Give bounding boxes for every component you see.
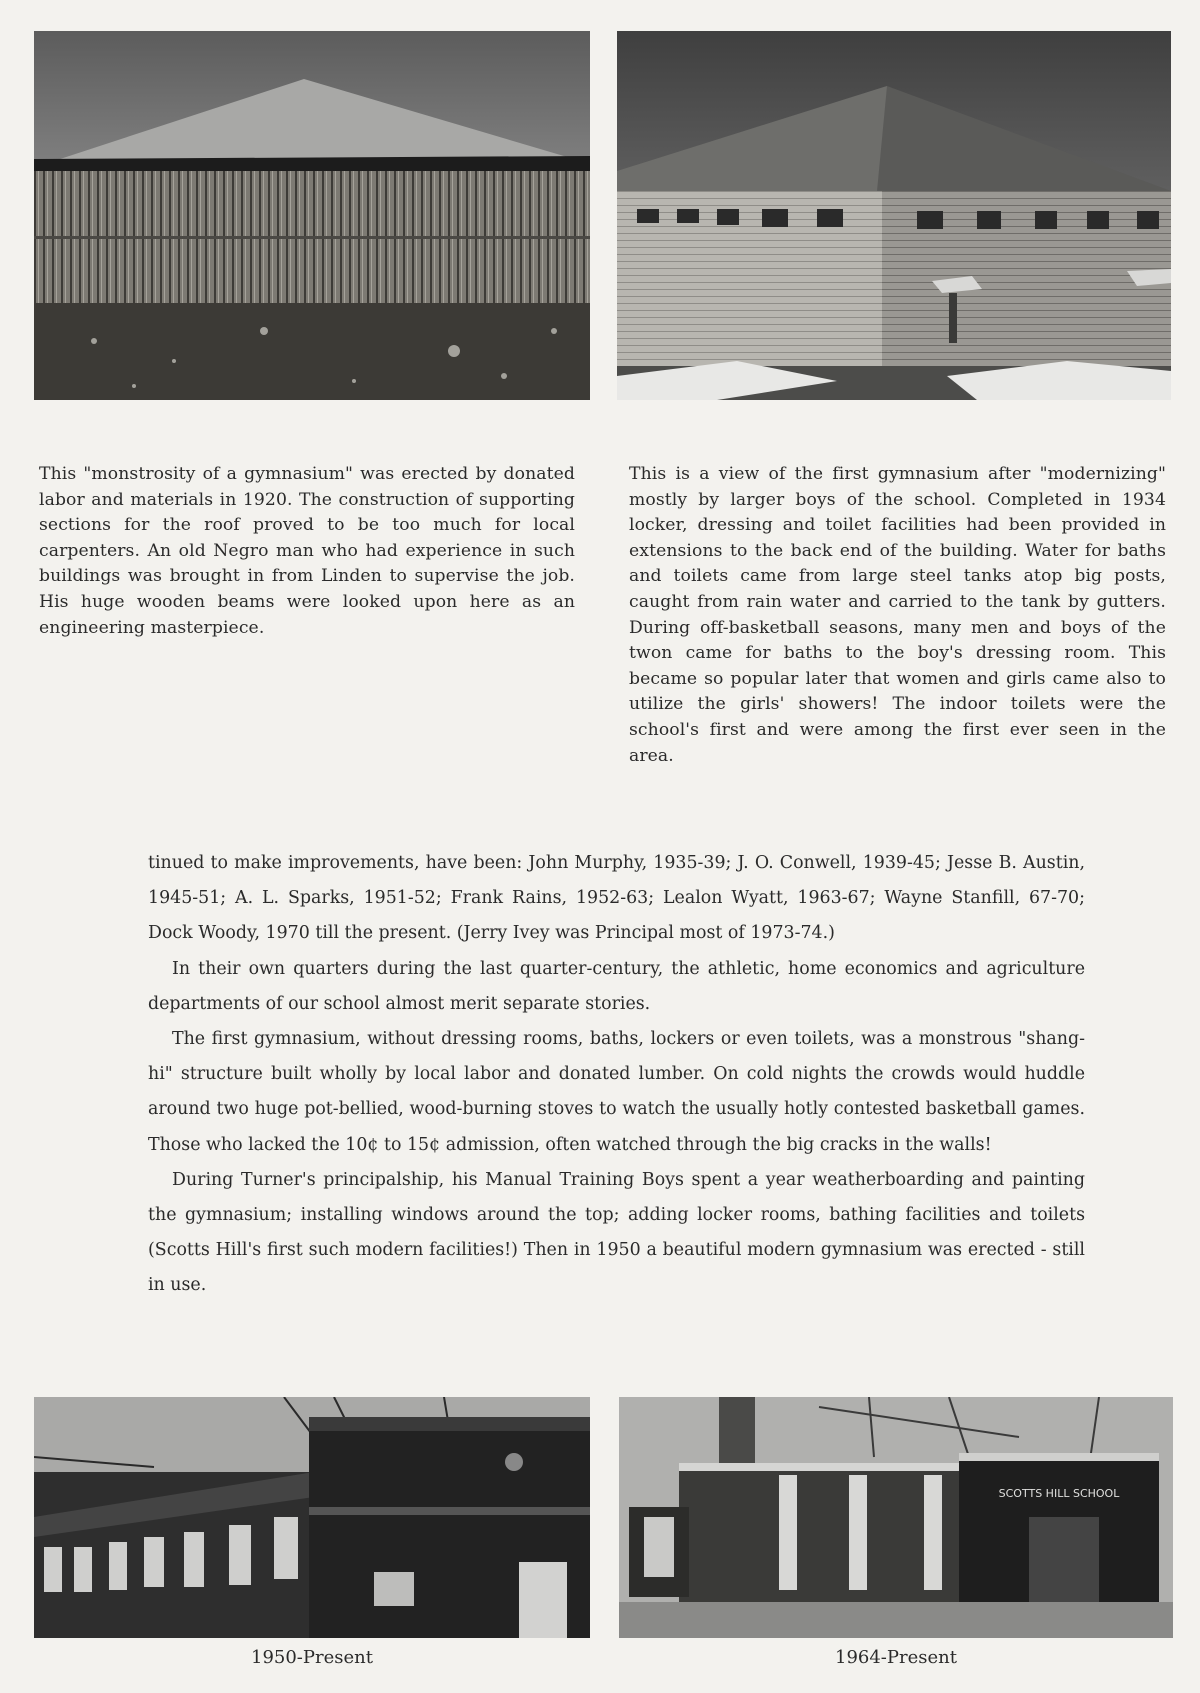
label-school-1964: 1964-Present: [835, 1647, 957, 1668]
photo-school-1964: [619, 1397, 1173, 1638]
paragraph-turner-principalship: During Turner's principalship, his Manual Training Boys spent a year weatherboarding and painting the gymnasium; installing windows around the top; adding locker rooms, bathing facilities and toilets (Scotts Hill's first such modern facilities!) Then in 1950 a beautiful modern gymnasium was erected - still in use.: [148, 1169, 1085, 1296]
school-sign-text: SCOTTS HILL SCHOOL: [998, 1487, 1120, 1500]
paragraph-departments: In their own quarters during the last quarter-century, the athletic, home economics and agriculture departments of our school almost merit separate stories.: [148, 958, 1085, 1014]
paragraph-first-gymnasium: The first gymnasium, without dressing rooms, baths, lockers or even toilets, was a monstrous "shang-hi" structure built wholly by local labor and donated lumber. On cold nights the crowds would huddle around two huge pot-bellied, wood-burning stoves to watch the usually hotly contested basketball games. Those who lacked the 10¢ to 15¢ admission, often watched through the big cracks in the walls!: [148, 1029, 1085, 1155]
caption-modernized-gymnasium: This is a view of the first gymnasium after "modernizing" mostly by larger boys of the school. Completed in 1934 locker, dressing and toilet facilities had been provided in extensions to the back end of the building. Water for baths and toilets came from large steel tanks atop big posts, caught from rain water and carried to the tank by gutters. During off-basketball seasons, many men and boys of the twon came for baths to the boy's dressing room. This became so popular later that women and girls came also to utilize the girls' showers! The indoor toilets were the school's first and were among the first ever seen in the area.: [629, 464, 1166, 766]
paragraph-principals: tinued to make improvements, have been: John Murphy, 1935-39; J. O. Conwell, 1939-45; Jesse B. Austin, 1945-51; A. L. Sparks, 1951-52; Frank Rains, 1952-63; Lealon Wyatt, 1963-67; Wayne Stanfill, 67-70; Dock Woody, 1970 till the present. (Jerry Ivey was Principal most of 1973-74.): [148, 853, 1085, 944]
photo-first-gymnasium: [34, 31, 590, 400]
caption-first-gymnasium: This "monstrosity of a gymnasium" was erected by donated labor and materials in 1920. The construction of supporting sections for the roof proved to be too much for local carpenters. An old Negro man who had experience in such buildings was brought in from Linden to supervise the job. His huge wooden beams were looked upon here as an engineering masterpiece.: [39, 464, 575, 638]
photo-modernized-gymnasium: [617, 31, 1171, 400]
label-gymnasium-1950: 1950-Present: [251, 1647, 373, 1668]
body-text: [148, 846, 1085, 1304]
photo-gymnasium-1950: [34, 1397, 590, 1638]
